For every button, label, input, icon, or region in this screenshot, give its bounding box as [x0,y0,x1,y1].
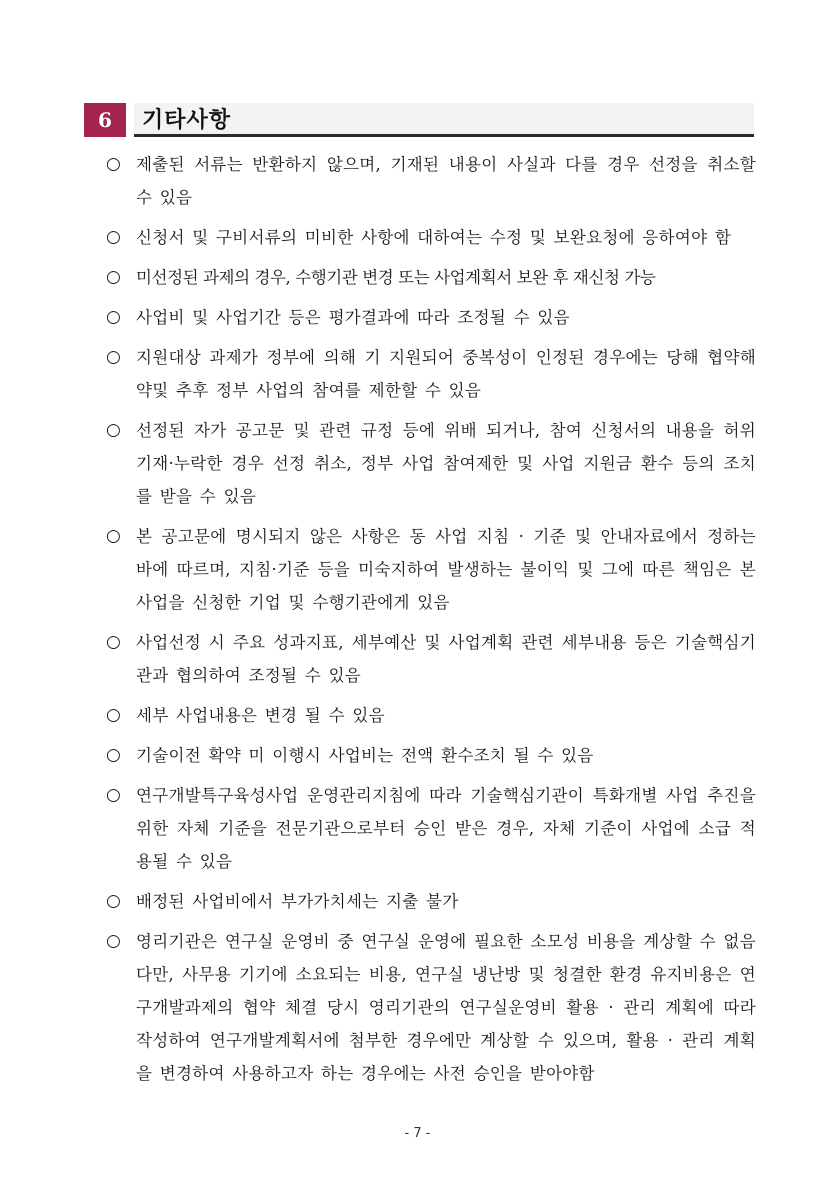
circle-bullet-icon: ○ [106,705,121,725]
list-item [106,414,756,513]
circle-bullet-icon: ○ [106,745,121,765]
page-number: - 7 - [404,1126,431,1141]
list-item [106,925,756,1090]
list-item [106,739,756,772]
list-item [106,626,756,692]
list-item [106,885,756,918]
list-item [106,221,756,254]
list-item-text: 배정된 사업비에서 부가가치세는 지출 불가 [136,892,459,911]
section-number-badge: 6 [84,103,126,137]
list-item-text: 지원대상 과제가 정부에 의해 기 지원되어 중복성이 인정된 경우에는 당해 협약해약및 추후 정부 사업의 참여를 제한할 수 있음 [136,348,756,400]
list-item [106,301,756,334]
section-header [84,103,754,137]
list-item-text: 미선정된 과제의 경우, 수행기관 변경 또는 사업계획서 보완 후 재신청 가능 [136,268,656,287]
list-item-text: 연구개발특구육성사업 운영관리지침에 따라 기술핵심기관이 특화개별 사업 추진을 위한 자체 기준을 전문기관으로부터 승인 받은 경우, 자체 기준이 사업에 소급 적용될 수 있음 [136,786,756,871]
circle-bullet-icon: ○ [106,420,121,440]
list-item [106,341,756,407]
list-item-text: 기술이전 확약 미 이행시 사업비는 전액 환수조치 될 수 있음 [136,746,594,765]
list-item [106,779,756,878]
circle-bullet-icon: ○ [106,154,121,174]
circle-bullet-icon: ○ [106,526,121,546]
list-item [106,148,756,214]
circle-bullet-icon: ○ [106,931,121,951]
circle-bullet-icon: ○ [106,307,121,327]
circle-bullet-icon: ○ [106,227,121,247]
list-item [106,261,756,294]
list-item [106,520,756,619]
circle-bullet-icon: ○ [106,785,121,805]
section-spacer [126,103,134,137]
list-item-text: 사업비 및 사업기간 등은 평가결과에 따라 조정될 수 있음 [136,308,570,327]
list-item-text: 세부 사업내용은 변경 될 수 있음 [136,706,385,725]
circle-bullet-icon: ○ [106,632,121,652]
circle-bullet-icon: ○ [106,267,121,287]
section-title: 기타사항 [142,108,232,133]
circle-bullet-icon: ○ [106,891,121,911]
list-item-text: 본 공고문에 명시되지 않은 사항은 동 사업 지침 · 기준 및 안내자료에서 정하는 바에 따르며, 지침·기준 등을 미숙지하여 발생하는 불이익 및 그에 따른 책임은 본 사업을 신청한 기업 및 수행기관에게 있음 [136,527,756,612]
circle-bullet-icon: ○ [106,347,121,367]
list-item-text: 제출된 서류는 반환하지 않으며, 기재된 내용이 사실과 다를 경우 선정을 취소할 수 있음 [136,155,756,207]
notice-list [106,148,756,1097]
list-item-text: 사업선정 시 주요 성과지표, 세부예산 및 사업계획 관련 세부내용 등은 기술핵심기관과 협의하여 조정될 수 있음 [136,633,756,685]
list-item [106,699,756,732]
list-item-text: 선정된 자가 공고문 및 관련 규정 등에 위배 되거나, 참여 신청서의 내용을 허위 기재·누락한 경우 선정 취소, 정부 사업 참여제한 및 사업 지원금 환수 등의 조치를 받을 수 있음 [136,421,756,506]
list-item-text: 영리기관은 연구실 운영비 중 연구실 운영에 필요한 소모성 비용을 계상할 수 없음 다만, 사무용 기기에 소요되는 비용, 연구실 냉난방 및 청결한 환경 유지비용은 연구개발과제의 협약 체결 당시 영리기관의 연구실운영비 활용 · 관리 계획에 따라 작성하여 연구개발계획서에 첨부한 경우에만 계상할 수 있으며, 활용 · 관리 계획을 변경하여 사용하고자 하는 경우에는 사전 승인을 받아야함 [136,932,756,1083]
section-title-bar [134,103,754,137]
list-item-text: 신청서 및 구비서류의 미비한 사항에 대하여는 수정 및 보완요청에 응하여야 함 [136,228,732,247]
